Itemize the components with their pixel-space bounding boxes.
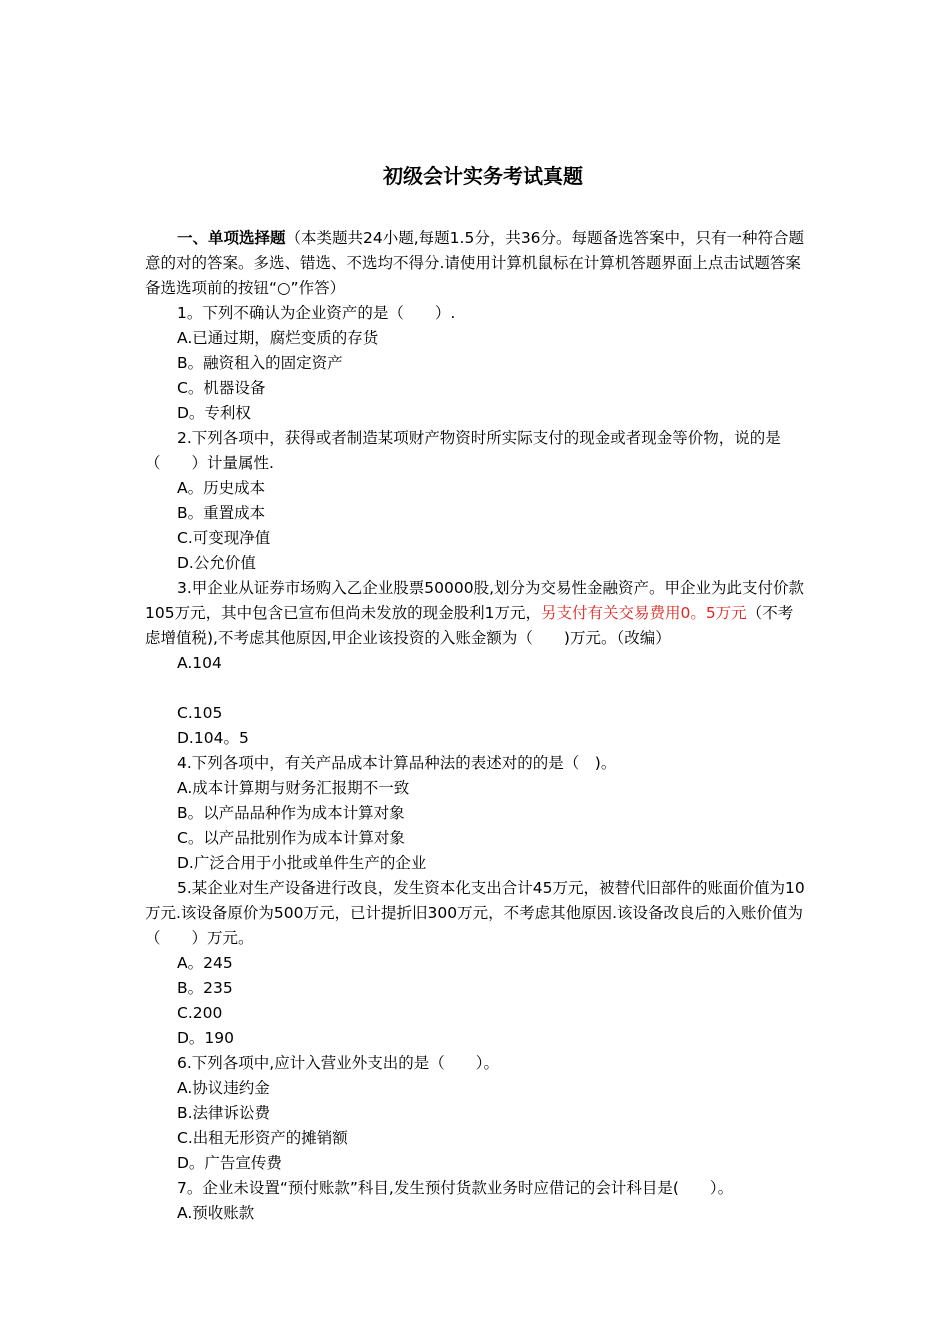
exam-content <box>145 226 807 1226</box>
question-stem-part: （不考虑增值税),不考虑其他原因,甲企业该投资的入账金额为（ )万元。（改编） <box>145 604 794 647</box>
answer-option: D。190 <box>177 1029 235 1047</box>
answer-option: D.104。5 <box>177 729 249 747</box>
question-stem: 6.下列各项中,应计入营业外支出的是（ ）。 <box>177 1054 499 1072</box>
highlighted-text: 另支付有关交易费用0。5万元 <box>540 604 747 622</box>
answer-option: C。以产品批别作为成本计算对象 <box>177 829 405 847</box>
answer-option: A。245 <box>177 954 233 972</box>
answer-option: C.105 <box>177 704 223 722</box>
answer-option: C.200 <box>177 1004 223 1022</box>
answer-option: C。机器设备 <box>177 379 266 397</box>
answer-option: B.法律诉讼费 <box>177 1104 271 1122</box>
answer-option: A.已通过期，腐烂变质的存货 <box>177 329 379 347</box>
answer-option: A.预收账款 <box>177 1204 255 1222</box>
answer-option: D.公允价值 <box>177 554 256 572</box>
answer-option: D。专利权 <box>177 404 251 422</box>
answer-option: D.广泛合用于小批或单件生产的企业 <box>177 854 427 872</box>
answer-option: B。235 <box>177 979 233 997</box>
answer-option: A.成本计算期与财务汇报期不一致 <box>177 779 410 797</box>
blank-line <box>145 676 807 701</box>
question-stem: 4.下列各项中，有关产品成本计算品种法的表述对的的是（ )。 <box>177 754 617 772</box>
section-instructions: （本类题共24小题,每题1.5分，共36分。每题备选答案中，只有一种符合题意的对的答案。多选、错选、不选均不得分.请使用计算机鼠标在计算机答题界面上点击试题答案备选选项前的按钮“○”作答） <box>145 229 805 297</box>
answer-option: D。广告宣传费 <box>177 1154 282 1172</box>
question-stem: 1。下列不确认为企业资产的是（ ）. <box>177 304 456 322</box>
question-stem <box>145 576 807 651</box>
answer-option: A。历史成本 <box>177 479 266 497</box>
question-stem: 2.下列各项中，获得或者制造某项财产物资时所实际支付的现金或者现金等价物，说的是（ ）计量属性. <box>145 429 781 472</box>
answer-option: C.出租无形资产的摊销额 <box>177 1129 348 1147</box>
answer-option: A.104 <box>177 654 222 672</box>
question-stem: 7。企业未设置“预付账款”科目,发生预付货款业务时应借记的会计科目是( ）。 <box>177 1179 734 1197</box>
answer-option: B。融资租入的固定资产 <box>177 354 343 372</box>
section-heading: 一、单项选择题 <box>177 229 286 247</box>
answer-option: A.协议违约金 <box>177 1079 270 1097</box>
question-stem-part: 3.甲企业从证券市场购入乙企业股票50000股,划分为交易性金融资产。甲企业为此支付价款105万元，其中包含已宣布但尚未发放的现金股利1万元， <box>145 579 805 622</box>
answer-option: B。以产品品种作为成本计算对象 <box>177 804 405 822</box>
question-stem: 5.某企业对生产设备进行改良，发生资本化支出合计45万元，被替代旧部件的账面价值为10万元.该设备原价为500万元，已计提折旧300万元，不考虑其他原因.该设备改良后的入账价值为（ ）万元。 <box>145 879 805 947</box>
answer-option: C.可变现净值 <box>177 529 271 547</box>
page-title: 初级会计实务考试真题 <box>383 164 583 188</box>
section-intro <box>145 226 807 301</box>
answer-option: B。重置成本 <box>177 504 266 522</box>
